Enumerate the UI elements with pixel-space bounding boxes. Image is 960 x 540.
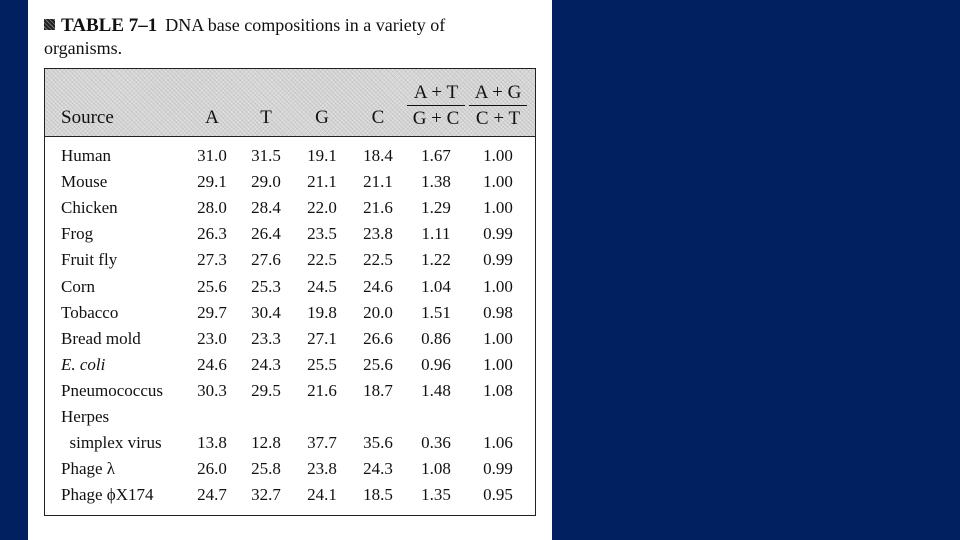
header-a: A bbox=[205, 107, 219, 128]
cell-c: 24.3 bbox=[363, 459, 393, 479]
cell-source: Mouse bbox=[61, 172, 108, 192]
table-row bbox=[45, 300, 535, 326]
cell-c: 18.4 bbox=[363, 146, 393, 165]
table-title: DNA base compositions in a variety of organisms. bbox=[44, 15, 446, 58]
cell-source: Fruit fly bbox=[61, 250, 118, 270]
cell-ag-ct: 1.00 bbox=[483, 172, 513, 192]
base-composition-table bbox=[44, 68, 536, 516]
cell-at-gc: 1.48 bbox=[421, 380, 451, 400]
cell-c: 23.8 bbox=[363, 224, 393, 244]
table-row bbox=[45, 274, 535, 300]
cell-ag-ct: 0.99 bbox=[483, 250, 513, 270]
cell-ag-ct: 1.00 bbox=[483, 328, 513, 348]
cell-at-gc: 1.08 bbox=[421, 459, 451, 479]
cell-t: 28.4 bbox=[251, 198, 281, 218]
table-row bbox=[45, 404, 535, 430]
cell-at-gc: 1.38 bbox=[421, 172, 451, 192]
cell-c: 21.6 bbox=[363, 198, 393, 218]
cell-t: 27.6 bbox=[251, 250, 281, 270]
table-caption bbox=[44, 14, 514, 60]
cell-g: 24.1 bbox=[307, 485, 337, 505]
cell-g: 23.8 bbox=[307, 459, 337, 479]
cell-c: 18.5 bbox=[363, 485, 393, 505]
cell-a: 27.3 bbox=[197, 250, 227, 270]
cell-source: E. coli bbox=[61, 354, 106, 374]
cell-a: 26.3 bbox=[197, 224, 227, 244]
cell-a: 24.6 bbox=[197, 354, 227, 374]
table-row bbox=[45, 352, 535, 378]
header-ct: C + T bbox=[475, 108, 521, 129]
cell-c: 26.6 bbox=[363, 328, 393, 348]
header-at: A + T bbox=[407, 81, 465, 106]
cell-source: Herpes bbox=[61, 407, 110, 426]
bullet-square-icon bbox=[44, 19, 55, 30]
cell-t: 31.5 bbox=[251, 146, 281, 165]
document-page bbox=[28, 0, 552, 540]
header-gc: G + C bbox=[412, 108, 460, 129]
header-g: G bbox=[315, 107, 329, 128]
header-ag-ct-ratio bbox=[469, 81, 527, 130]
cell-ag-ct: 1.06 bbox=[483, 433, 513, 453]
cell-source: Pneumococcus bbox=[61, 380, 163, 400]
cell-g: 24.5 bbox=[307, 276, 337, 296]
cell-c: 24.6 bbox=[363, 276, 393, 296]
header-c: C bbox=[371, 107, 385, 128]
cell-c: 25.6 bbox=[363, 354, 393, 374]
cell-ag-ct: 0.99 bbox=[483, 459, 513, 479]
cell-ag-ct: 0.98 bbox=[483, 302, 513, 322]
cell-at-gc: 1.11 bbox=[421, 224, 451, 244]
cell-a: 28.0 bbox=[197, 198, 227, 218]
cell-a: 29.7 bbox=[197, 302, 227, 322]
cell-at-gc: 1.51 bbox=[421, 302, 451, 322]
table-header bbox=[45, 69, 535, 137]
header-at-gc-ratio bbox=[407, 81, 465, 130]
cell-a: 29.1 bbox=[197, 172, 227, 192]
cell-t: 30.4 bbox=[251, 302, 281, 322]
table-row bbox=[45, 143, 535, 169]
cell-ag-ct: 1.00 bbox=[483, 146, 513, 165]
table-row bbox=[45, 430, 535, 456]
cell-ag-ct: 1.00 bbox=[483, 354, 513, 374]
cell-at-gc: 0.86 bbox=[421, 328, 451, 348]
cell-t: 25.8 bbox=[251, 459, 281, 479]
cell-g: 37.7 bbox=[307, 433, 337, 453]
cell-t: 29.5 bbox=[251, 380, 281, 400]
cell-a: 23.0 bbox=[197, 328, 227, 348]
cell-c: 20.0 bbox=[363, 302, 393, 322]
cell-source: Tobacco bbox=[61, 302, 119, 322]
cell-a: 24.7 bbox=[197, 485, 227, 505]
cell-source: Bread mold bbox=[61, 328, 141, 348]
cell-at-gc: 0.36 bbox=[421, 433, 451, 453]
cell-a: 31.0 bbox=[197, 146, 227, 165]
table-row bbox=[45, 221, 535, 247]
table-row bbox=[45, 326, 535, 352]
cell-a: 26.0 bbox=[197, 459, 227, 479]
cell-at-gc: 1.04 bbox=[421, 276, 451, 296]
cell-source: Corn bbox=[61, 276, 95, 296]
header-t: T bbox=[260, 107, 272, 128]
cell-ag-ct: 1.00 bbox=[483, 198, 513, 218]
cell-ag-ct: 1.08 bbox=[483, 380, 513, 400]
cell-t: 26.4 bbox=[251, 224, 281, 244]
cell-g: 27.1 bbox=[307, 328, 337, 348]
cell-at-gc: 1.67 bbox=[421, 146, 451, 165]
table-row bbox=[45, 482, 535, 508]
table-row bbox=[45, 247, 535, 273]
header-source: Source bbox=[61, 107, 114, 128]
table-row bbox=[45, 169, 535, 195]
cell-ag-ct: 1.00 bbox=[483, 276, 513, 296]
cell-a: 25.6 bbox=[197, 276, 227, 296]
cell-g: 19.1 bbox=[307, 146, 337, 165]
cell-at-gc: 1.29 bbox=[421, 198, 451, 218]
cell-g: 22.0 bbox=[307, 198, 337, 218]
cell-t: 25.3 bbox=[251, 276, 281, 296]
cell-g: 23.5 bbox=[307, 224, 337, 244]
cell-t: 24.3 bbox=[251, 354, 281, 374]
cell-source: Chicken bbox=[61, 198, 118, 218]
cell-source: Phage ϕX174 bbox=[61, 485, 154, 505]
cell-t: 12.8 bbox=[251, 433, 281, 453]
cell-source: simplex virus bbox=[61, 433, 162, 453]
table-row bbox=[45, 378, 535, 404]
cell-at-gc: 1.22 bbox=[421, 250, 451, 270]
cell-c: 35.6 bbox=[363, 433, 393, 453]
header-ag: A + G bbox=[469, 81, 527, 106]
cell-c: 21.1 bbox=[363, 172, 393, 192]
cell-g: 25.5 bbox=[307, 354, 337, 374]
cell-ag-ct: 0.95 bbox=[483, 485, 513, 505]
cell-t: 32.7 bbox=[251, 485, 281, 505]
cell-a: 30.3 bbox=[197, 380, 227, 400]
cell-at-gc: 0.96 bbox=[421, 354, 451, 374]
cell-a: 13.8 bbox=[197, 433, 227, 453]
cell-g: 21.6 bbox=[307, 380, 337, 400]
cell-g: 19.8 bbox=[307, 302, 337, 322]
table-row bbox=[45, 456, 535, 482]
cell-t: 23.3 bbox=[251, 328, 281, 348]
cell-at-gc: 1.35 bbox=[421, 485, 451, 505]
cell-source: Human bbox=[61, 146, 112, 165]
table-row bbox=[45, 195, 535, 221]
table-number: TABLE 7–1 bbox=[61, 15, 158, 36]
cell-t: 29.0 bbox=[251, 172, 281, 192]
cell-source: Phage λ bbox=[61, 459, 116, 479]
cell-c: 18.7 bbox=[363, 380, 393, 400]
cell-source: Frog bbox=[61, 224, 94, 244]
cell-g: 21.1 bbox=[307, 172, 337, 192]
cell-g: 22.5 bbox=[307, 250, 337, 270]
cell-c: 22.5 bbox=[363, 250, 393, 270]
cell-ag-ct: 0.99 bbox=[483, 224, 513, 244]
